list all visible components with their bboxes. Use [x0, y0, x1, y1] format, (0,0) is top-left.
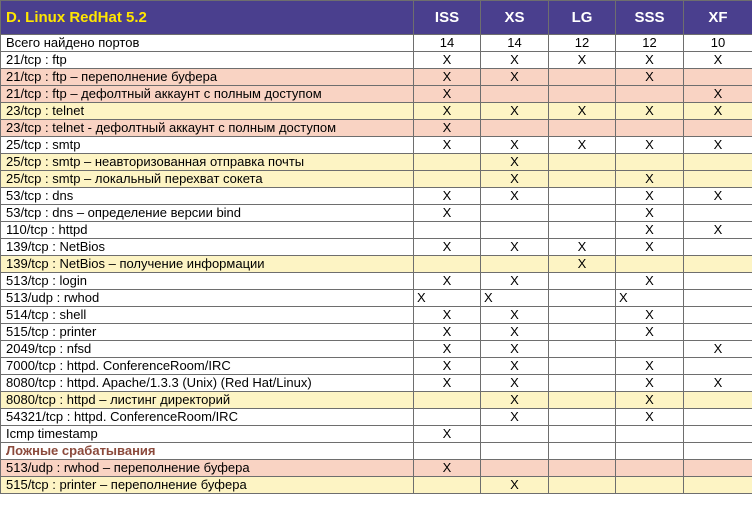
result-cell-xf	[684, 443, 752, 460]
result-cell-iss: X	[414, 188, 481, 205]
result-cell-iss: X	[414, 239, 481, 256]
port-name-cell: 21/tcp : ftp – дефолтный аккаунт с полным доступом	[1, 86, 414, 103]
table-row	[1, 460, 752, 477]
result-cell-sss: X	[616, 239, 684, 256]
result-cell-sss: X	[616, 290, 684, 307]
result-cell-lg	[549, 120, 616, 137]
table-row	[1, 103, 752, 120]
result-cell-xf	[684, 171, 752, 188]
result-cell-xs: X	[481, 171, 549, 188]
port-name-cell: 23/tcp : telnet - дефолтный аккаунт с полным доступом	[1, 120, 414, 137]
result-cell-xf	[684, 290, 752, 307]
result-cell-lg	[549, 171, 616, 188]
result-cell-sss: X	[616, 205, 684, 222]
result-cell-iss: X	[414, 460, 481, 477]
section-header-row	[1, 443, 752, 460]
port-name-cell: 7000/tcp : httpd. ConferenceRoom/IRC	[1, 358, 414, 375]
table-row	[1, 307, 752, 324]
port-name-cell: 53/tcp : dns	[1, 188, 414, 205]
result-cell-lg	[549, 426, 616, 443]
result-cell-xs	[481, 460, 549, 477]
port-name-cell: 54321/tcp : httpd. ConferenceRoom/IRC	[1, 409, 414, 426]
result-cell-xf: X	[684, 188, 752, 205]
result-cell-lg	[549, 341, 616, 358]
result-cell-sss	[616, 86, 684, 103]
result-cell-lg	[549, 324, 616, 341]
result-cell-xf: X	[684, 86, 752, 103]
table-row	[1, 358, 752, 375]
result-cell-xf: X	[684, 137, 752, 154]
table-row	[1, 137, 752, 154]
table-row	[1, 290, 752, 307]
port-name-cell: 8080/tcp : httpd. Apache/1.3.3 (Unix) (Red Hat/Linux)	[1, 375, 414, 392]
result-cell-xs: X	[481, 392, 549, 409]
result-cell-lg	[549, 443, 616, 460]
port-name-cell: 514/tcp : shell	[1, 307, 414, 324]
result-cell-iss: X	[414, 103, 481, 120]
result-cell-xs	[481, 256, 549, 273]
table-row	[1, 324, 752, 341]
result-cell-xf	[684, 273, 752, 290]
result-cell-iss: X	[414, 358, 481, 375]
result-cell-xf: X	[684, 222, 752, 239]
table-row	[1, 256, 752, 273]
result-cell-sss: 12	[616, 35, 684, 52]
result-cell-lg	[549, 222, 616, 239]
result-cell-xf	[684, 307, 752, 324]
header-row	[1, 1, 752, 35]
result-cell-sss: X	[616, 52, 684, 69]
result-cell-iss: 14	[414, 35, 481, 52]
result-cell-sss	[616, 477, 684, 494]
result-cell-xs: X	[481, 69, 549, 86]
table-row	[1, 35, 752, 52]
port-name-cell: 21/tcp : ftp – переполнение буфера	[1, 69, 414, 86]
result-cell-xs: X	[481, 477, 549, 494]
result-cell-xs	[481, 426, 549, 443]
table-row	[1, 239, 752, 256]
result-cell-lg	[549, 290, 616, 307]
result-cell-lg	[549, 188, 616, 205]
table-row	[1, 273, 752, 290]
result-cell-xs: X	[481, 137, 549, 154]
result-cell-xs: X	[481, 154, 549, 171]
result-cell-sss: X	[616, 358, 684, 375]
result-cell-iss	[414, 392, 481, 409]
table-row	[1, 154, 752, 171]
table-row	[1, 222, 752, 239]
result-cell-sss: X	[616, 273, 684, 290]
result-cell-xs: X	[481, 307, 549, 324]
port-name-cell: 53/tcp : dns – определение версии bind	[1, 205, 414, 222]
table-row	[1, 205, 752, 222]
table-row	[1, 188, 752, 205]
result-cell-iss: X	[414, 426, 481, 443]
result-cell-xf: X	[684, 52, 752, 69]
result-cell-lg: X	[549, 137, 616, 154]
result-cell-xf	[684, 426, 752, 443]
result-cell-lg: X	[549, 103, 616, 120]
table-row	[1, 171, 752, 188]
result-cell-lg: X	[549, 239, 616, 256]
result-cell-sss: X	[616, 409, 684, 426]
result-cell-xf	[684, 409, 752, 426]
result-cell-iss: X	[414, 120, 481, 137]
result-cell-xs: X	[481, 103, 549, 120]
result-cell-lg: X	[549, 52, 616, 69]
port-name-cell: 23/tcp : telnet	[1, 103, 414, 120]
result-cell-xf	[684, 154, 752, 171]
result-cell-xs: 14	[481, 35, 549, 52]
column-header-lg: LG	[549, 1, 616, 35]
result-cell-iss: X	[414, 341, 481, 358]
column-header-iss: ISS	[414, 1, 481, 35]
result-cell-lg	[549, 375, 616, 392]
result-cell-xs: X	[481, 358, 549, 375]
column-header-xf: XF	[684, 1, 752, 35]
port-name-cell: 110/tcp : httpd	[1, 222, 414, 239]
result-cell-sss: X	[616, 137, 684, 154]
result-cell-iss: X	[414, 52, 481, 69]
result-cell-sss: X	[616, 171, 684, 188]
result-cell-xf	[684, 239, 752, 256]
port-name-cell: 2049/tcp : nfsd	[1, 341, 414, 358]
result-cell-iss	[414, 256, 481, 273]
result-cell-xf: 10	[684, 35, 752, 52]
result-cell-sss: X	[616, 392, 684, 409]
result-cell-sss	[616, 341, 684, 358]
result-cell-xs	[481, 222, 549, 239]
result-cell-xf	[684, 69, 752, 86]
result-cell-iss	[414, 171, 481, 188]
result-cell-xs: X	[481, 52, 549, 69]
result-cell-iss: X	[414, 290, 481, 307]
result-cell-lg: X	[549, 256, 616, 273]
result-cell-iss: X	[414, 137, 481, 154]
table-row	[1, 477, 752, 494]
result-cell-xs	[481, 443, 549, 460]
result-cell-lg	[549, 307, 616, 324]
result-cell-iss: X	[414, 324, 481, 341]
result-cell-sss	[616, 426, 684, 443]
result-cell-xs	[481, 86, 549, 103]
table-row	[1, 341, 752, 358]
result-cell-lg	[549, 86, 616, 103]
result-cell-sss	[616, 460, 684, 477]
result-cell-xf	[684, 324, 752, 341]
port-name-cell: 25/tcp : smtp	[1, 137, 414, 154]
result-cell-xs	[481, 120, 549, 137]
result-cell-lg	[549, 477, 616, 494]
result-cell-iss: X	[414, 86, 481, 103]
result-cell-iss: X	[414, 307, 481, 324]
port-name-cell: 25/tcp : smtp – локальный перехват сокета	[1, 171, 414, 188]
result-cell-sss	[616, 443, 684, 460]
result-cell-xf: X	[684, 103, 752, 120]
result-cell-xs: X	[481, 324, 549, 341]
port-name-cell: 515/tcp : printer	[1, 324, 414, 341]
result-cell-xs: X	[481, 188, 549, 205]
table-title: D. Linux RedHat 5.2	[1, 1, 414, 35]
result-cell-iss	[414, 154, 481, 171]
result-cell-lg: 12	[549, 35, 616, 52]
result-cell-xs: X	[481, 375, 549, 392]
result-cell-iss	[414, 222, 481, 239]
result-cell-xs: X	[481, 273, 549, 290]
result-cell-lg	[549, 392, 616, 409]
result-cell-xs: X	[481, 290, 549, 307]
port-name-cell: 515/tcp : printer – переполнение буфера	[1, 477, 414, 494]
result-cell-xf: X	[684, 341, 752, 358]
result-cell-sss: X	[616, 375, 684, 392]
result-cell-sss	[616, 120, 684, 137]
result-cell-lg	[549, 69, 616, 86]
column-header-sss: SSS	[616, 1, 684, 35]
result-cell-iss	[414, 477, 481, 494]
result-cell-xf	[684, 392, 752, 409]
result-cell-xf	[684, 256, 752, 273]
port-name-cell: 139/tcp : NetBios	[1, 239, 414, 256]
table-row	[1, 375, 752, 392]
result-cell-iss: X	[414, 205, 481, 222]
port-name-cell: Icmp timestamp	[1, 426, 414, 443]
result-cell-iss: X	[414, 69, 481, 86]
table-row	[1, 86, 752, 103]
result-cell-iss	[414, 409, 481, 426]
port-name-cell: 513/tcp : login	[1, 273, 414, 290]
result-cell-lg	[549, 358, 616, 375]
result-cell-lg	[549, 273, 616, 290]
port-name-cell: 8080/tcp : httpd – листинг директорий	[1, 392, 414, 409]
port-name-cell: 139/tcp : NetBios – получение информации	[1, 256, 414, 273]
result-cell-xf	[684, 477, 752, 494]
port-name-cell: Всего найдено портов	[1, 35, 414, 52]
result-cell-xs: X	[481, 239, 549, 256]
port-name-cell: 513/udp : rwhod – переполнение буфера	[1, 460, 414, 477]
result-cell-sss: X	[616, 103, 684, 120]
result-cell-xf	[684, 120, 752, 137]
result-cell-xf	[684, 460, 752, 477]
port-name-cell: 21/tcp : ftp	[1, 52, 414, 69]
result-cell-xf	[684, 358, 752, 375]
table-row	[1, 409, 752, 426]
result-cell-sss: X	[616, 69, 684, 86]
result-cell-xs: X	[481, 341, 549, 358]
result-cell-lg	[549, 154, 616, 171]
result-cell-lg	[549, 409, 616, 426]
column-header-xs: XS	[481, 1, 549, 35]
result-cell-sss: X	[616, 324, 684, 341]
table-row	[1, 426, 752, 443]
result-cell-sss: X	[616, 307, 684, 324]
result-cell-xf: X	[684, 375, 752, 392]
result-cell-iss: X	[414, 375, 481, 392]
result-cell-lg	[549, 205, 616, 222]
table-row	[1, 120, 752, 137]
result-cell-sss	[616, 256, 684, 273]
result-cell-iss: X	[414, 273, 481, 290]
section-title: Ложные срабатывания	[1, 443, 414, 460]
table-row	[1, 52, 752, 69]
result-cell-sss: X	[616, 222, 684, 239]
result-cell-xf	[684, 205, 752, 222]
port-name-cell: 25/tcp : smtp – неавторизованная отправка почты	[1, 154, 414, 171]
result-cell-xs	[481, 205, 549, 222]
result-cell-xs: X	[481, 409, 549, 426]
port-name-cell: 513/udp : rwhod	[1, 290, 414, 307]
result-cell-sss: X	[616, 188, 684, 205]
table-body	[1, 35, 752, 494]
table-row	[1, 69, 752, 86]
table-row	[1, 392, 752, 409]
result-cell-iss	[414, 443, 481, 460]
result-cell-sss	[616, 154, 684, 171]
result-cell-lg	[549, 460, 616, 477]
